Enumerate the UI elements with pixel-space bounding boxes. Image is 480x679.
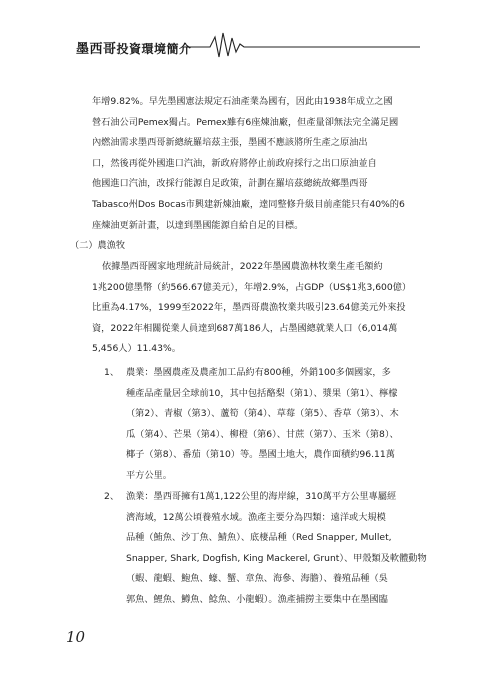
header-title-country: 墨西哥 — [76, 42, 117, 57]
text-line: 椰子（第8）、番茄（第10）等。墨國土地大，農作面積約96.11萬 — [126, 449, 395, 461]
text-line: 1兆200億墨幣（約566.67億美元），年增2.9%，占GDP（US$1兆3,600億） — [92, 281, 412, 293]
text-line: （蝦、龍蝦、鮑魚、蠔、蟹、章魚、海參、海膽）、養殖品種（吳 — [126, 573, 388, 585]
text-line: 農業：墨國農產及農產加工品約有800種，外銷100多個國家，多 — [126, 367, 391, 378]
text-line: 濟海域，12萬公頃養殖水域。漁產主要分為四類：遠洋或大規模 — [126, 511, 386, 523]
page-number: 10 — [66, 628, 86, 646]
page-header — [0, 0, 480, 70]
text-line: 營石油公司Pemex獨占。Pemex雖有6座煉油廠，但產量卻無法完全滿足國 — [92, 116, 399, 128]
list-item-label: 1、 — [104, 367, 120, 378]
text-line: 漁業：墨西哥擁有1萬1,122公里的海岸線，310萬平方公里專屬經 — [126, 491, 397, 502]
header-heartbeat-line — [0, 0, 480, 70]
text-line: （第2）、青椒（第3）、蘆筍（第4）、草莓（第5）、香草（第3）、木 — [126, 408, 399, 420]
section-heading: （二）農漁牧 — [70, 240, 126, 251]
text-line: 依據墨西哥國家地理統計局統計，2022年墨國農漁林牧業生產毛額約 — [102, 261, 383, 272]
text-line: 口，然後再從外國進口汽油，新政府將停止前政府採行之出口原油並自 — [92, 157, 377, 169]
text-line: 他國進口汽油，改採行能源自足政策，計劃在羅培茲總統故鄉墨西哥 — [92, 178, 368, 190]
list-item-body — [126, 487, 444, 611]
text-line: 年增9.82%。早先墨國憲法規定石油產業為國有，因此由1938年成立之國 — [92, 96, 393, 107]
text-line: 資，2022年相關從業人員達到687萬186人，占墨國總就業人口（6,014萬 — [92, 322, 398, 334]
list-item-label: 2、 — [104, 491, 120, 502]
text-line: 平方公里。 — [126, 469, 172, 481]
list-item-body — [126, 363, 444, 487]
text-line: 郭魚、鯉魚、鱒魚、鯰魚、小龍蝦）。漁產捕撈主要集中在墨國臨 — [126, 593, 388, 605]
header-title-subtitle: 投資環境簡介 — [116, 42, 192, 56]
intro-paragraph — [92, 92, 420, 236]
text-line: Tabasco州Dos Bocas市興建新煉油廠，達同整修升級目前產能只有40%的6 — [92, 198, 405, 210]
text-line: 內燃油需求墨西哥新總統羅培茲主張，墨國不應該將所生產之原油出 — [92, 137, 368, 149]
text-line: 品種（鮪魚、沙丁魚、鯖魚）、底棲品種（Red Snapper, Mullet, — [126, 532, 392, 544]
text-line: 5,456人）11.43%。 — [92, 343, 181, 355]
text-line: 座煉油更新計畫，以達到墨國能源自給自足的目標。 — [92, 219, 304, 231]
text-line: 種產品產量居全球前10，其中包括酪梨（第1）、漿果（第1）、檸檬 — [126, 387, 398, 399]
text-line: 比重為4.17%，1999至2022年，墨西哥農漁牧業共吸引23.64億美元外來投 — [92, 302, 406, 314]
text-line: 瓜（第4）、芒果（第4）、柳橙（第6）、甘蔗（第7）、玉米（第8）、 — [126, 428, 399, 440]
text-line: Snapper, Shark, Dogfish, King Mackerel, Grunt）、甲殼類及軟體動物 — [126, 552, 427, 564]
section-paragraph — [92, 257, 420, 360]
